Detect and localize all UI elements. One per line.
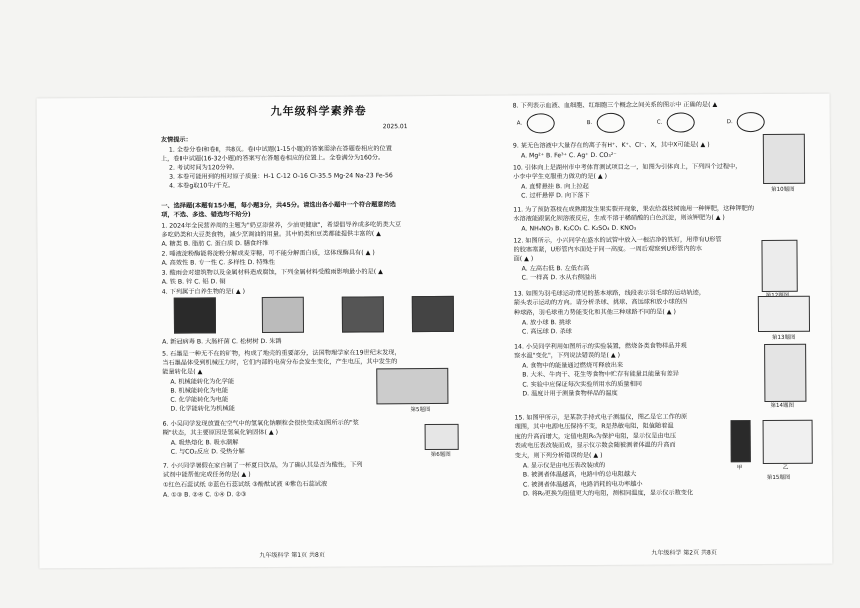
exam-date: 2025.01 <box>382 123 408 131</box>
right-page <box>512 94 825 557</box>
figure-caption: 第15题图 <box>766 474 791 481</box>
question-line: 面( ▲ ) <box>513 255 534 263</box>
question-line: 1. 2024年全民营养周的主题为"奶豆添营养，少油更健康"，希望倡导养成多吃奶类大豆 <box>161 221 402 230</box>
notice-item: 1. 全卷分卷Ⅰ和卷Ⅱ，共8页。卷Ⅰ中试题(1-15小题)的答案需涂在答题卷相应的位置 <box>168 145 392 154</box>
iron-nail-u-tube-image <box>761 240 797 292</box>
sodium-hydroxide-image <box>425 424 459 450</box>
question-line: A. 食物中的能量通过燃烧可释放出来 <box>522 361 624 370</box>
question-line: 箭头表示运动的方向。请分析杀球、挑球、高远球和放小球的四 <box>513 298 688 307</box>
exam-sheet <box>37 94 833 569</box>
notice-item: 3. 本卷可能用到的相对原子质量：H-1 C-12 O-16 Cl-35.5 Mg-24 Na-23 Fe-56 <box>169 172 393 181</box>
option-label: D. <box>726 119 733 126</box>
badminton-trajectory-image <box>758 296 810 332</box>
figure-label: 乙 <box>782 464 789 471</box>
figure-caption: 第6题图 <box>430 451 451 459</box>
question-line: C. 高远球 D. 杀球 <box>521 328 572 336</box>
question-line: 的胶塞塞紧，U形管内水面处于同一高度。一周后观察到U形管内的水 <box>513 245 703 254</box>
section-heading: 一、选择题(本题有15小题，每小题3分，共45分。请选出各小题中一个符合题意的选 <box>161 201 396 210</box>
question-line: A. 新冠病毒 B. 大肠杆菌 C. 松树树 D. 朱鹮 <box>162 337 282 346</box>
notice-heading: 友情提示： <box>160 136 192 144</box>
question-line: 糊"状态，其主要原因是氢氧化钠固体( ▲ ) <box>162 428 279 437</box>
question-line: A. 放小球 B. 挑球 <box>521 319 572 327</box>
figure-caption: 第14题图 <box>770 402 794 409</box>
venn-option-b <box>597 113 625 133</box>
question-line: B. 机械能转化为电能 <box>170 387 229 395</box>
question-line: 9. 某无色溶液中大量存在的离子有H⁺、K⁺、Cl⁻、X，其中X可能是( ▲ ) <box>512 141 710 150</box>
question-line: 种球路，羽毛球重力势能变化和其他三种球路不同的是( ▲ ) <box>513 308 676 317</box>
bird-image <box>412 296 454 332</box>
notice-item: 上，卷Ⅱ中试题(16-32小题)的答案写在答题卷相应的位置上。全卷满分为160分。 <box>160 154 385 163</box>
question-line: C. 过杆悬停 D. 向下落下 <box>521 192 590 200</box>
question-line: C. 化学能转化为电能 <box>170 396 229 404</box>
question-line: 当石墨晶体受到机械压力时，它们内部的电荷分布会发生变化，产生电压，其中发生的 <box>162 358 398 367</box>
thermometer-gun-image <box>731 420 751 462</box>
question-line: C. 一样高 D. 水从右侧溢出 <box>521 274 597 282</box>
question-line: 试剂中能帮他完成任务的是( ▲ ) <box>162 471 251 479</box>
bacteria-image <box>262 297 304 333</box>
question-line: 2. 唾液淀粉酶能将淀粉分解成麦芽糖，可不能分解蛋白质，这体现酶具有( ▲ ) <box>161 249 375 258</box>
question-line: 多吃奶类和大豆类食物，减少烹调油的用量。其中奶类和豆类都能提供丰富的( ▲ <box>161 230 381 239</box>
figure-caption: 第13题图 <box>772 334 796 341</box>
question-line: C. 被测者体温越高，电路消耗的电功率越小 <box>522 480 643 489</box>
question-line: 表或电压表改装而成，显示仪示数会随被测者体温的升高而 <box>514 441 676 450</box>
question-line: A. Mg²⁺ B. Fe³⁺ C. Ag⁺ D. CO₃²⁻ <box>520 151 617 160</box>
virus-image <box>174 297 216 333</box>
question-line: 15. 如图甲所示，是某款手持式电子测温仪，图乙是它工作的原 <box>514 413 688 422</box>
question-line: A. 铁 B. 锌 C. 铝 D. 铜 <box>161 278 226 286</box>
question-line: ①红色石蕊试纸 ②蓝色石蕊试纸 ③酚酞试液 ④紫色石蕊试液 <box>162 480 328 489</box>
page-footer: 九年级科学 第2页 共8页 <box>651 549 717 557</box>
question-line: D. 化学能转化为机械能 <box>170 405 235 413</box>
question-line: 能量转化是( ▲ <box>162 368 203 376</box>
question-line: 11. 为了预防荔枝在成熟期发生果实裂开现象，果农给荔枝树施用一种钾肥，这种钾肥的 <box>513 205 755 214</box>
question-line: A. 吸热熔化 B. 吸水潮解 <box>170 439 239 447</box>
figure-caption: 第10题图 <box>771 186 795 193</box>
question-line: 小李中学生克服重力做功的是( ▲ ) <box>513 172 608 181</box>
question-line: 7. 小兴同学暑假在家自制了一杯夏日饮品，为了确认其是否为酸性，下列 <box>162 461 363 470</box>
question-line: 3. 酸雨会对建筑物以及金属材料造成腐蚀，下列金属材料受酸雨影响最小的是( ▲ <box>161 268 383 277</box>
question-line: D. 将R₀更换为阻值更大的电阻，测相同温度，显示仪示数变化 <box>522 489 694 498</box>
question-line: A. 高效性 B. 专一性 C. 多样性 D. 特殊性 <box>161 258 275 267</box>
option-label: B. <box>586 120 593 127</box>
question-line: A. 左高右低 B. 左低右高 <box>521 265 590 273</box>
question-line: 5. 石墨是一种无不在的矿物，构成了地壳的重要部分，法国物理学家在19世纪末发现， <box>162 349 401 358</box>
question-line: 12. 如图所示，小兴同学在盛水的试管中放入一根洁净的铁钉，用带有U形管 <box>513 236 722 245</box>
circuit-diagram-image <box>763 420 813 464</box>
venn-option-c <box>667 112 695 132</box>
question-line: A. ①③ B. ②④ C. ①④ D. ②③ <box>162 491 247 499</box>
question-line: 变大，则下列分析错误的是( ▲ ) <box>514 451 603 460</box>
venn-option-d <box>737 112 765 132</box>
question-line: 14. 小吴同学利用如图所示的实验装置，燃烧各类食物样品并观 <box>514 342 687 351</box>
graphite-crystal-image <box>376 368 448 404</box>
food-burning-apparatus-image <box>764 344 806 402</box>
option-label: A. <box>516 120 523 127</box>
question-line: D. 温度计用于测量食物样品的温度 <box>522 389 618 398</box>
pull-up-image <box>763 134 805 184</box>
figure-label: 甲 <box>736 465 743 472</box>
page-title: 九年级科学素养卷 <box>270 104 367 118</box>
question-line: 度的升高而增大，定值电阻R₀为保护电阻，显示仪是由电压 <box>514 432 677 441</box>
notice-item: 2. 考试时间为120分钟。 <box>168 164 239 172</box>
question-line: A. NH₄NO₃ B. K₂CO₃ C. K₂SO₄ D. KNO₃ <box>521 224 637 233</box>
question-line: 10. 引体向上是湖州市中考体育测试项目之一，如图为引体向上，下列四个过程中， <box>512 163 742 172</box>
question-line: 13. 如图为羽毛球运动常见的基本球路，线段表示羽毛球的运动轨迹， <box>513 289 706 298</box>
section-heading: 项，不选、多选、错选均不给分) <box>161 211 251 219</box>
figure-caption: 第5题图 <box>410 407 431 414</box>
question-line: 察水温"变化"，下列说法错误的是( ▲ ) <box>514 351 621 360</box>
question-line: 6. 小吴同学发现放置在空气中的氢氧化钠颗粒会很快变成如图所示的"浆 <box>162 419 359 428</box>
page-footer: 九年级科学 第1页 共8页 <box>259 551 325 560</box>
question-line: C. 与CO₂反应 D. 受热分解 <box>170 448 245 456</box>
question-line: 8. 下列表示血液、血细胞、红细胞三个概念之间关系的图示中 正确的是( ▲ <box>512 101 718 110</box>
question-line: 水溶液能跟氯化钡溶液反应，生成不溶于稀硝酸的白色沉淀，则该钾肥为( ▲ ) <box>513 214 725 223</box>
left-page <box>160 96 491 560</box>
question-line: A. 显示仪是由电压表改装成的 <box>522 461 606 470</box>
notice-item: 4. 本卷g取10牛/千克。 <box>169 182 235 190</box>
question-line: 4. 下列属于自养生物的是( ▲ ) <box>161 288 246 296</box>
tree-image <box>342 296 384 332</box>
question-line: 理图，其中电源电压保持不变，R是热敏电阻，阻值随着温 <box>514 422 674 431</box>
question-line: C. 实验中应保证每次实验所用水的质量相同 <box>522 380 642 389</box>
question-line: A. 直臂悬挂 B. 向上拉起 <box>521 183 589 191</box>
option-label: C. <box>656 119 663 126</box>
question-line: B. 被测者体温越高，电路中的总电阻越大 <box>522 470 637 479</box>
question-line: B. 大米、牛肉干、花生等食物中贮存有能量且能量有差异 <box>522 370 679 379</box>
question-line: A. 糖类 B. 脂肪 C. 蛋白质 D. 膳食纤维 <box>161 240 269 248</box>
venn-option-a <box>527 113 555 133</box>
question-line: A. 机械能转化为化学能 <box>170 378 235 386</box>
